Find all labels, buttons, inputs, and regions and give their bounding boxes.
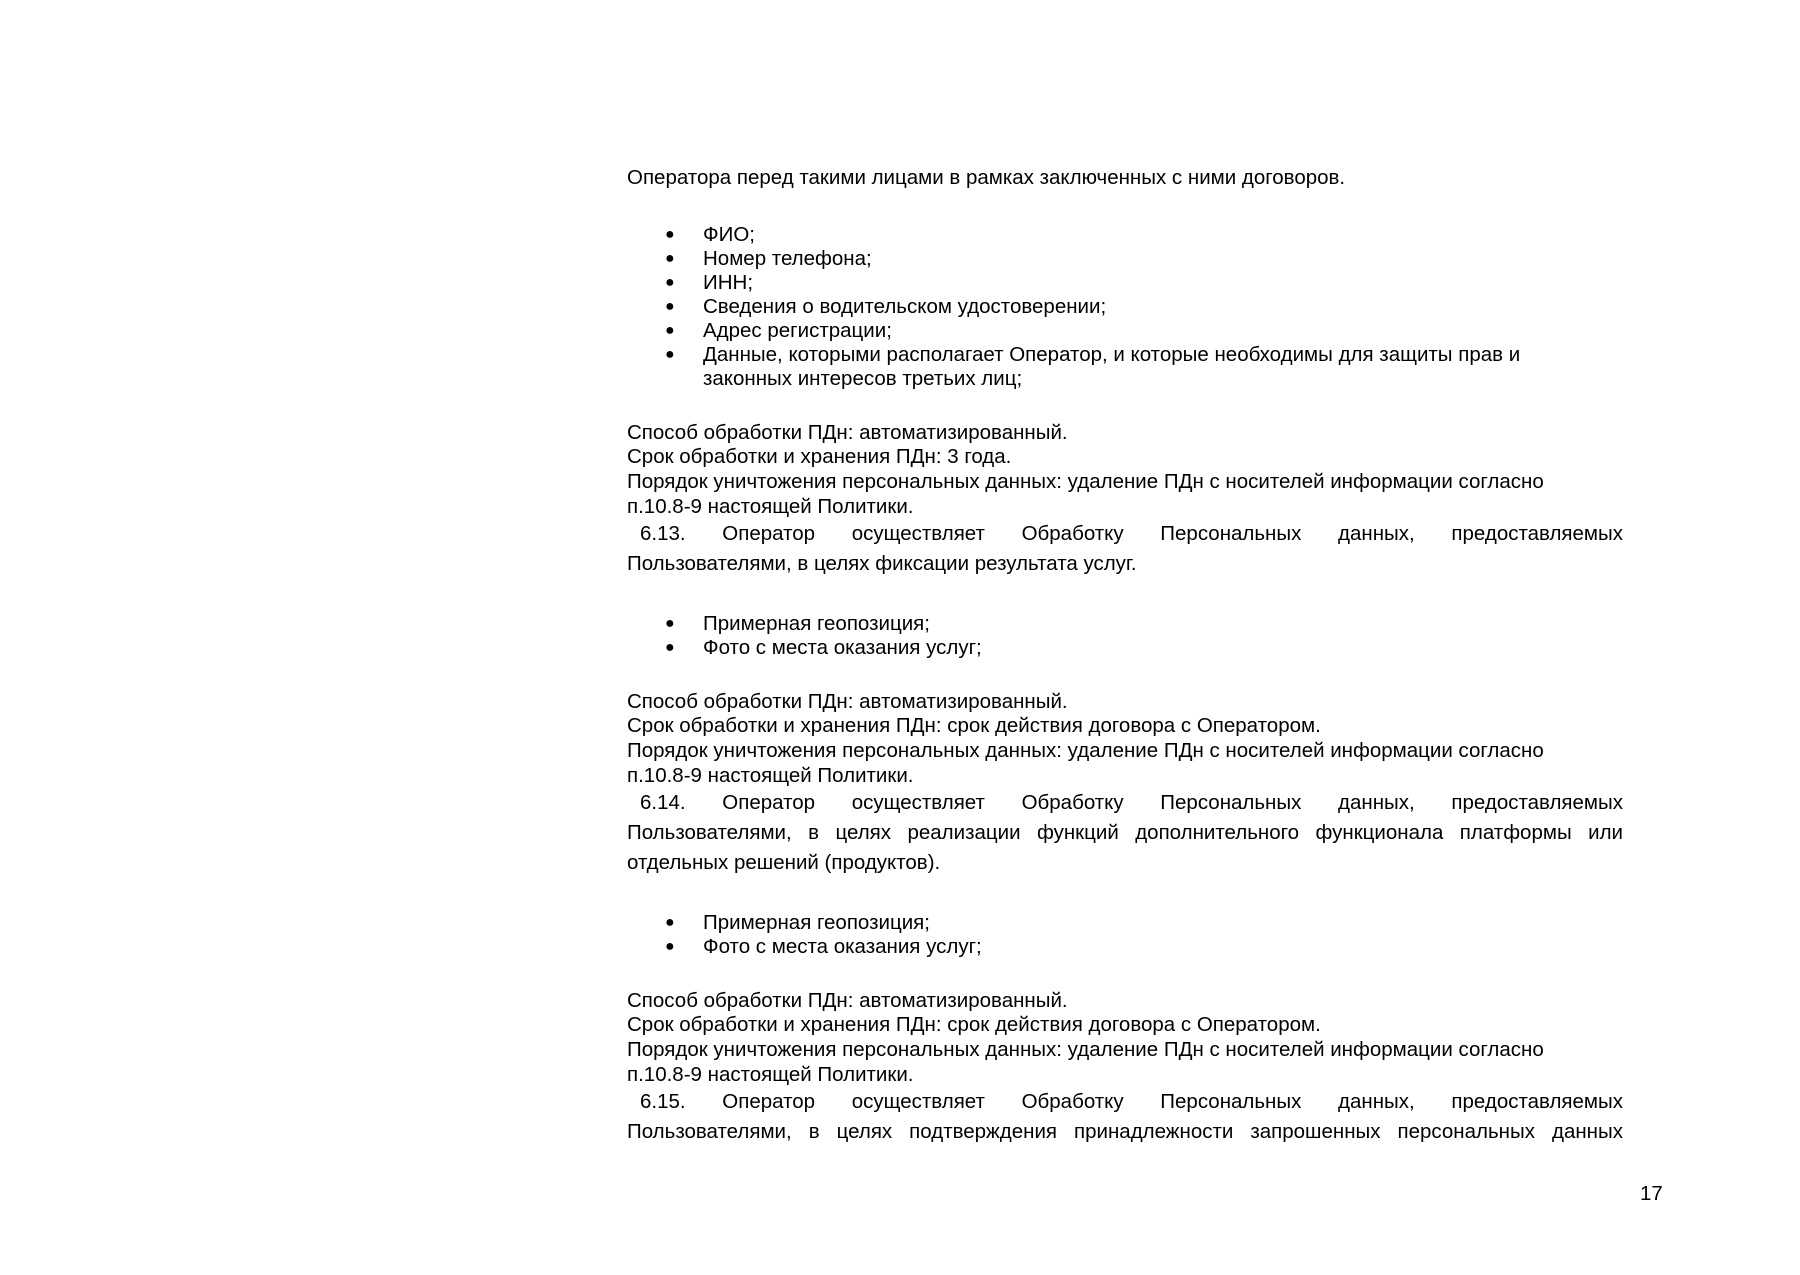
destruction-procedure-cont: п.10.8-9 настоящей Политики. — [627, 495, 914, 518]
bullet-icon: ● — [665, 322, 675, 339]
bullet-icon: ● — [665, 274, 675, 291]
section-number: 6.15. — [640, 1090, 686, 1113]
section-number: 6.13. — [640, 522, 686, 545]
list-item: ● Данные, которыми располагает Оператор, и которые необходимы для защиты прав и законных интересов третьих лиц; — [665, 343, 1521, 390]
destruction-procedure: Порядок уничтожения персональных данных: удаление ПДн с носителей информации согласно — [627, 739, 1544, 762]
list-item: ● Сведения о водительском удостоверении; — [665, 295, 1107, 318]
section-6-13-continuation: Пользователями, в целях фиксации результата услуг. — [627, 552, 1137, 575]
section-6-13: 6.13. Оператор осуществляет Обработку Персональных данных, предоставляемых — [627, 519, 1623, 549]
destruction-procedure-cont: п.10.8-9 настоящей Политики. — [627, 1063, 914, 1086]
processing-term: Срок обработки и хранения ПДн: срок действия договора с Оператором. — [627, 714, 1321, 737]
processing-method: Способ обработки ПДн: автоматизированный. — [627, 421, 1068, 444]
result-data-list — [627, 612, 1623, 660]
bullet-icon: ● — [665, 639, 675, 656]
section-6-14: 6.14. Оператор осуществляет Обработку Персональных данных, предоставляемых — [627, 788, 1623, 818]
destruction-procedure: Порядок уничтожения персональных данных: удаление ПДн с носителей информации согласно — [627, 1038, 1544, 1061]
personal-data-list — [627, 223, 1623, 391]
processing-method: Способ обработки ПДн: автоматизированный. — [627, 690, 1068, 713]
bullet-icon: ● — [665, 914, 675, 931]
list-item: ● Фото с места оказания услуг; — [665, 935, 982, 958]
bullet-icon: ● — [665, 938, 675, 955]
section-6-14-continuation: Пользователями, в целях реализации функций дополнительного функционала платформы или отдельных решений (продуктов). — [627, 821, 1623, 874]
processing-method: Способ обработки ПДн: автоматизированный. — [627, 989, 1068, 1012]
bullet-icon: ● — [665, 226, 675, 243]
list-item: ● Номер телефона; — [665, 247, 872, 270]
list-item: ● ИНН; — [665, 271, 754, 294]
page-content — [627, 166, 1623, 1147]
list-item: ● Адрес регистрации; — [665, 319, 892, 342]
destruction-procedure: Порядок уничтожения персональных данных: удаление ПДн с носителей информации согласно — [627, 470, 1544, 493]
destruction-procedure-cont: п.10.8-9 настоящей Политики. — [627, 764, 914, 787]
bullet-icon: ● — [665, 346, 675, 363]
functional-data-list — [627, 911, 1623, 959]
bullet-icon: ● — [665, 615, 675, 632]
section-6-15: 6.15. Оператор осуществляет Обработку Персональных данных, предоставляемых — [627, 1087, 1623, 1117]
section-number: 6.14. — [640, 791, 686, 814]
bullet-icon: ● — [665, 298, 675, 315]
processing-term: Срок обработки и хранения ПДн: срок действия договора с Оператором. — [627, 1013, 1321, 1036]
intro-paragraph: Оператора перед такими лицами в рамках заключенных с ними договоров. — [627, 166, 1346, 189]
list-item: ● Примерная геопозиция; — [665, 911, 930, 934]
bullet-icon: ● — [665, 250, 675, 267]
list-item: ● Примерная геопозиция; — [665, 612, 930, 635]
list-item: ● ФИО; — [665, 223, 755, 246]
section-6-15-continuation: Пользователями, в целях подтверждения принадлежности запрошенных персональных данных — [627, 1120, 1623, 1143]
processing-term: Срок обработки и хранения ПДн: 3 года. — [627, 445, 1012, 468]
page-number: 17 — [1640, 1182, 1663, 1205]
list-item: ● Фото с места оказания услуг; — [665, 636, 982, 659]
